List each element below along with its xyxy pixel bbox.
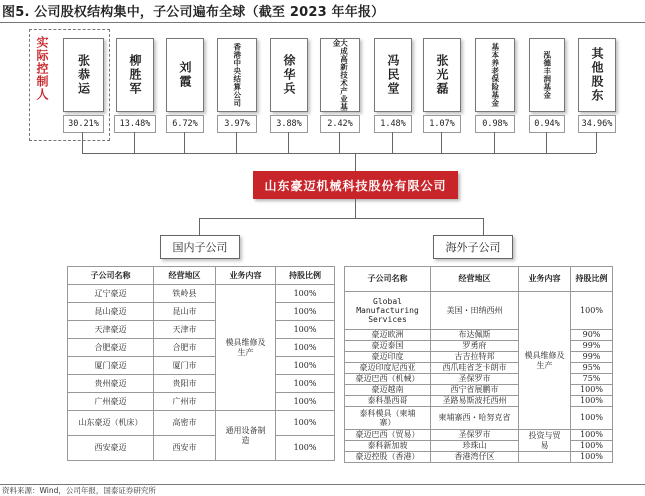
- subsidiary-region: 合肥市: [154, 339, 216, 357]
- subsidiary-region: 西安市: [154, 436, 216, 461]
- shareholding-pct: 13.48%: [114, 115, 156, 133]
- table-row: [345, 341, 613, 352]
- subsidiary-region: 西宁省展鹏市: [431, 385, 519, 396]
- table-row: [345, 430, 613, 441]
- shareholder-box: [166, 38, 204, 112]
- subsidiary-name: Global Manufacturing Services: [345, 292, 431, 330]
- holding-pct: 100%: [571, 452, 613, 463]
- subsidiary-name: 贵州豪迈: [68, 375, 154, 393]
- subsidiary-name: 豪迈印度: [345, 352, 431, 363]
- table-row: [345, 385, 613, 396]
- shareholding-pct: 1.48%: [374, 115, 412, 133]
- subsidiary-name: 辽宁豪迈: [68, 285, 154, 303]
- connector-line: [236, 132, 237, 153]
- shareholding-pct: 0.98%: [475, 115, 515, 133]
- connector-line: [355, 153, 356, 171]
- connector-bus: [82, 153, 596, 154]
- figure-title: 图5. 公司股权结构集中，子公司遍布全球（截至 2023 年年报）: [2, 5, 385, 20]
- column-header: 持股比例: [276, 267, 335, 285]
- holding-pct: 100%: [276, 285, 335, 303]
- subsidiary-region: 珍珠山: [431, 441, 519, 452]
- column-header: 持股比例: [571, 267, 613, 292]
- subsidiary-name: 合肥豪迈: [68, 339, 154, 357]
- shareholder-name: 刘霞: [178, 61, 192, 89]
- shareholder-box: [217, 38, 257, 112]
- subsidiary-region: 广州市: [154, 393, 216, 411]
- subsidiary-name: 泰科墨西哥: [345, 396, 431, 407]
- subsidiary-region: 贵阳市: [154, 375, 216, 393]
- holding-pct: 100%: [276, 357, 335, 375]
- subsidiary-name: 豪迈控股（香港）: [345, 452, 431, 463]
- subsidiary-name: 天津豪迈: [68, 321, 154, 339]
- overseas-subsidiaries-label: 海外子公司: [433, 235, 513, 259]
- business-content: 通用设备制造: [216, 411, 276, 461]
- subsidiary-name: 豪迈印度尼西亚: [345, 363, 431, 374]
- subsidiary-region: 圣保罗市: [431, 374, 519, 385]
- holding-pct: 100%: [276, 411, 335, 436]
- table-row: [345, 374, 613, 385]
- shareholder-box: [63, 38, 104, 112]
- subsidiary-region: 圣保罗市: [431, 430, 519, 441]
- subsidiary-name: 山东豪迈（机床）: [68, 411, 154, 436]
- domestic-subsidiaries-label: 国内子公司: [160, 235, 240, 259]
- subsidiary-name: 西安豪迈: [68, 436, 154, 461]
- business-content: [519, 452, 571, 463]
- subsidiary-region: 古吉拉特邦: [431, 352, 519, 363]
- table-row: [68, 321, 335, 339]
- shareholder-box: [374, 38, 412, 112]
- subsidiary-region: 美国・田纳西州: [431, 292, 519, 330]
- column-header: 经营地区: [431, 267, 519, 292]
- holding-pct: 100%: [276, 303, 335, 321]
- holding-pct: 100%: [276, 375, 335, 393]
- shareholder-name: 泓德丰润基金: [542, 51, 552, 99]
- overseas-subsidiaries-table: [344, 266, 613, 463]
- subsidiary-name: 豪迈越南: [345, 385, 431, 396]
- holding-pct: 100%: [571, 292, 613, 330]
- subsidiary-name: 广州豪迈: [68, 393, 154, 411]
- shareholder-name: 徐华兵: [282, 54, 296, 96]
- connector-bus: [199, 218, 483, 219]
- domestic-subsidiaries-table: [67, 266, 335, 461]
- table-row: [68, 357, 335, 375]
- table-row: [345, 330, 613, 341]
- column-header: 子公司名称: [345, 267, 431, 292]
- connector-line: [134, 132, 135, 153]
- business-content: 投资与贸易: [519, 430, 571, 452]
- subsidiary-name: 厦门豪迈: [68, 357, 154, 375]
- holding-pct: 100%: [276, 339, 335, 357]
- connector-line: [199, 218, 200, 235]
- table-row: [68, 339, 335, 357]
- subsidiary-region: 高密市: [154, 411, 216, 436]
- holding-pct: 99%: [571, 352, 613, 363]
- shareholder-name: 柳胜军: [128, 54, 142, 96]
- table-row: [68, 303, 335, 321]
- shareholder-box: [116, 38, 154, 112]
- shareholding-pct: 0.94%: [529, 115, 565, 133]
- column-header: 子公司名称: [68, 267, 154, 285]
- table-row: [345, 352, 613, 363]
- table-row: [345, 363, 613, 374]
- column-header: 经营地区: [154, 267, 216, 285]
- holding-pct: 100%: [276, 321, 335, 339]
- shareholder-box: [578, 38, 616, 112]
- company-box: 山东豪迈机械科技股份有限公司: [253, 171, 458, 199]
- controller-label: 实际控制人: [35, 36, 49, 101]
- subsidiary-name: 豪迈欧洲: [345, 330, 431, 341]
- connector-line: [339, 132, 340, 153]
- holding-pct: 100%: [571, 396, 613, 407]
- table-row: [68, 436, 335, 461]
- shareholder-name: 基本养老保险基金: [490, 43, 500, 107]
- table-row: [68, 393, 335, 411]
- shareholding-pct: 2.42%: [320, 115, 360, 133]
- connector-line: [355, 199, 356, 218]
- business-content: 模具维修及生产: [216, 285, 276, 411]
- holding-pct: 90%: [571, 330, 613, 341]
- source-note: 资料来源：Wind，公司年报，国泰证券研究所: [2, 486, 156, 495]
- title-divider: [0, 22, 645, 23]
- holding-pct: 100%: [571, 430, 613, 441]
- holding-pct: 100%: [571, 441, 613, 452]
- table-row: [345, 292, 613, 330]
- subsidiary-region: 厦门市: [154, 357, 216, 375]
- connector-line: [288, 132, 289, 153]
- connector-line: [546, 132, 547, 153]
- shareholding-pct: 3.88%: [270, 115, 308, 133]
- subsidiary-region: 罗勇府: [431, 341, 519, 352]
- shareholding-pct: 34.96%: [578, 115, 616, 133]
- table-row: [68, 285, 335, 303]
- table-row: [345, 396, 613, 407]
- subsidiary-name: 昆山豪迈: [68, 303, 154, 321]
- connector-line: [392, 132, 393, 153]
- table-row: [345, 441, 613, 452]
- holding-pct: 95%: [571, 363, 613, 374]
- shareholder-name: 张恭运: [76, 54, 91, 96]
- shareholding-pct: 1.07%: [423, 115, 461, 133]
- connector-line: [494, 132, 495, 153]
- holding-pct: 75%: [571, 374, 613, 385]
- shareholder-name: 张光磊: [435, 54, 449, 96]
- subsidiary-name: 泰科新加坡: [345, 441, 431, 452]
- subsidiary-region: 西爪哇省芝卡朗市: [431, 363, 519, 374]
- column-header: 业务内容: [216, 267, 276, 285]
- holding-pct: 100%: [276, 393, 335, 411]
- subsidiary-region: 布达佩斯: [431, 330, 519, 341]
- subsidiary-region: 天津市: [154, 321, 216, 339]
- business-content: 模具维修及生产: [519, 292, 571, 430]
- shareholding-pct: 3.97%: [217, 115, 257, 133]
- column-header: 业务内容: [519, 267, 571, 292]
- subsidiary-region: 香港湾仔区: [431, 452, 519, 463]
- shareholder-name: 香港中央结算公司: [232, 43, 242, 107]
- connector-line: [483, 218, 484, 235]
- table-row: [68, 375, 335, 393]
- connector-line: [441, 132, 442, 153]
- shareholder-box: [320, 38, 360, 112]
- shareholder-name: 其他股东: [590, 47, 604, 103]
- subsidiary-region: 圣路易斯波托西州: [431, 396, 519, 407]
- shareholder-box: [475, 38, 515, 112]
- table-row: [68, 411, 335, 436]
- connector-line: [184, 132, 185, 153]
- shareholder-box: [529, 38, 565, 112]
- connector-line: [596, 132, 597, 153]
- shareholder-box: [270, 38, 308, 112]
- subsidiary-region: 柬埔寨西・哈努克省: [431, 407, 519, 430]
- subsidiary-region: 昆山市: [154, 303, 216, 321]
- subsidiary-name: 泰科模具（柬埔寨）: [345, 407, 431, 430]
- subsidiary-name: 豪迈巴西（机械）: [345, 374, 431, 385]
- subsidiary-region: 铁岭县: [154, 285, 216, 303]
- shareholding-pct: 6.72%: [166, 115, 204, 133]
- table-row: [345, 452, 613, 463]
- holding-pct: 100%: [571, 385, 613, 396]
- holding-pct: 100%: [571, 407, 613, 430]
- holding-pct: 100%: [276, 436, 335, 461]
- subsidiary-name: 豪迈泰国: [345, 341, 431, 352]
- table-row: [345, 407, 613, 430]
- shareholding-pct: 30.21%: [63, 115, 104, 133]
- connector-line: [82, 132, 83, 153]
- shareholder-box: [423, 38, 461, 112]
- shareholder-name: 大成高新技术产业基金: [332, 39, 349, 111]
- shareholder-name: 冯民堂: [386, 54, 400, 96]
- holding-pct: 99%: [571, 341, 613, 352]
- subsidiary-name: 豪迈巴西（贸易）: [345, 430, 431, 441]
